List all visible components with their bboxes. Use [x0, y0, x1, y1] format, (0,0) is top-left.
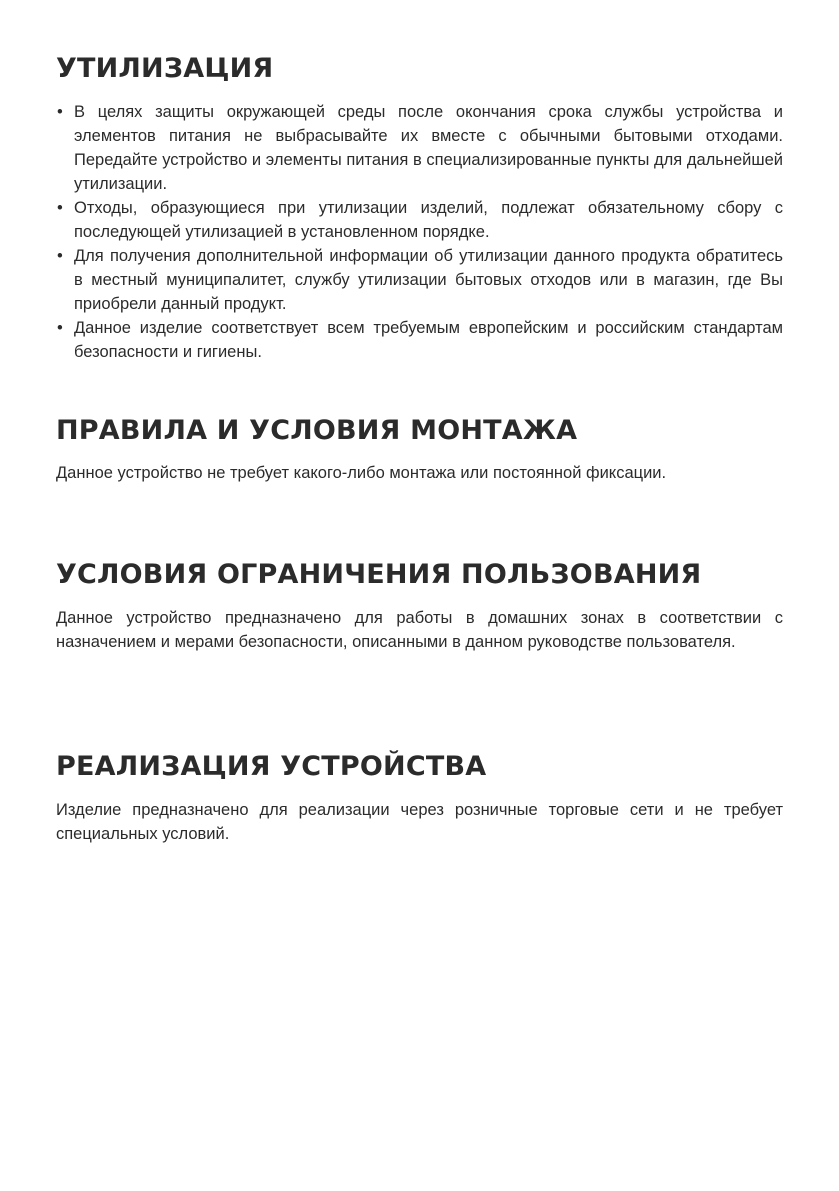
list-item	[56, 196, 783, 244]
sale-heading: РЕАЛИЗАЦИЯ УСТРОЙСТВА	[56, 751, 487, 782]
list-item-text: Отходы, образующиеся при утилизации изделий, подлежат обязательному сбору с последующей утилизацией в установленном порядке.	[74, 199, 783, 241]
mounting-text: Данное устройство не требует какого-либо монтажа или постоянной фиксации.	[56, 464, 667, 482]
restrictions-heading: УСЛОВИЯ ОГРАНИЧЕНИЯ ПОЛЬЗОВАНИЯ	[56, 559, 702, 590]
bullet-icon: •	[57, 103, 63, 121]
mounting-section	[56, 414, 783, 485]
bullet-icon: •	[57, 319, 63, 337]
bullet-icon: •	[57, 247, 63, 265]
list-item-text: Данное изделие соответствует всем требуемым европейским и российским стандартам безопасности и гигиены.	[74, 319, 783, 361]
restrictions-text: Данное устройство предназначено для работы в домашних зонах в соответствии с назначением и мерами безопасности, описанными в данном руководстве пользователя.	[56, 609, 783, 651]
disposal-heading: УТИЛИЗАЦИЯ	[56, 53, 274, 84]
mounting-heading: ПРАВИЛА И УСЛОВИЯ МОНТАЖА	[56, 415, 578, 446]
sale-text: Изделие предназначено для реализации через розничные торговые сети и не требует специальных условий.	[56, 801, 783, 843]
disposal-list	[56, 100, 783, 364]
list-item-text: Для получения дополнительной информации об утилизации данного продукта обратитесь в местный муниципалитет, службу утилизации бытовых отходов или в магазин, где Вы приобрели данный продукт.	[74, 247, 783, 313]
bullet-icon: •	[57, 199, 63, 217]
list-item	[56, 316, 783, 364]
list-item	[56, 244, 783, 316]
restrictions-section	[56, 558, 783, 654]
sale-section	[56, 750, 783, 846]
disposal-section	[56, 52, 783, 364]
list-item-text: В целях защиты окружающей среды после окончания срока службы устройства и элементов питания не выбрасывайте их вместе с обычными бытовыми отходами. Передайте устройство и элементы питания в специализированные пункты для дальнейшей утилизации.	[74, 103, 783, 193]
list-item	[56, 100, 783, 196]
